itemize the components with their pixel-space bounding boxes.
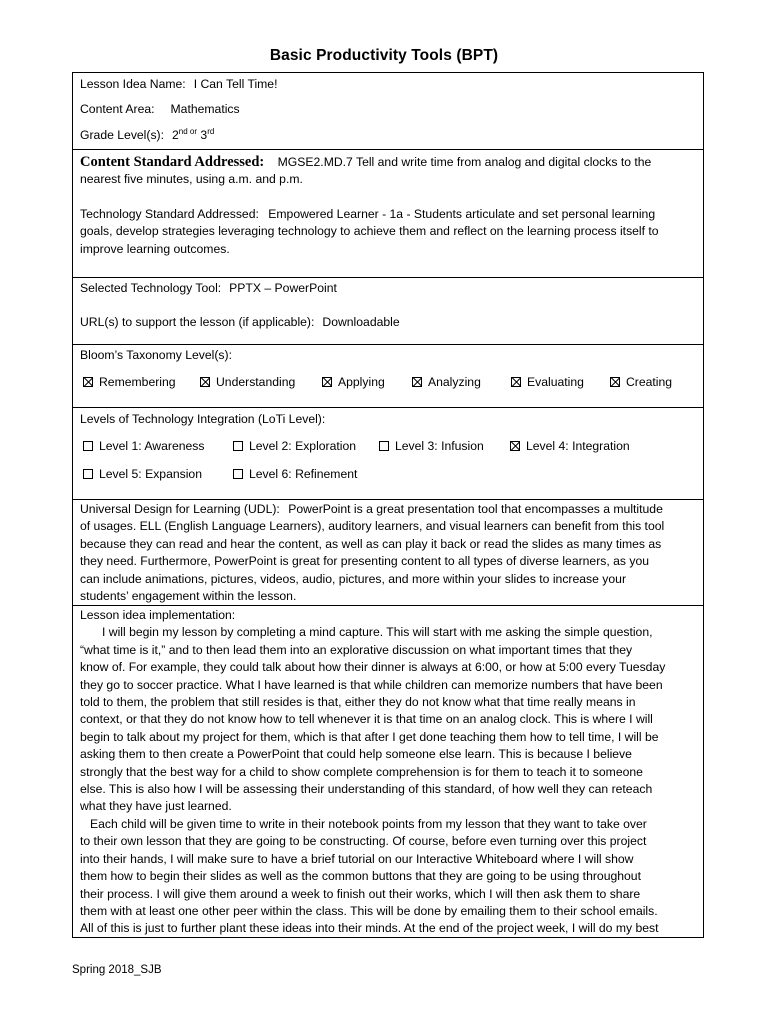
loti-option-level-3[interactable]	[379, 438, 484, 455]
grade-level-label: Grade Level(s):	[80, 127, 164, 142]
lesson-idea-value: I Can Tell Time!	[193, 77, 278, 91]
checkbox-checked-icon[interactable]	[510, 441, 520, 451]
udl-section	[73, 500, 703, 606]
lesson-plan-form	[72, 72, 704, 938]
blooms-option-understanding[interactable]	[200, 374, 295, 391]
technology-tool-section	[73, 278, 703, 345]
document-title: Basic Productivity Tools (BPT)	[269, 47, 499, 64]
blooms-option-creating[interactable]	[610, 374, 672, 391]
lesson-idea-label: Lesson Idea Name:	[80, 77, 186, 91]
implementation-text-line: told to them, the problem that still resides is that, either they do not know what that time really means in	[80, 695, 636, 710]
standards-section	[73, 150, 703, 278]
selected-tool-value: PPTX – PowerPoint	[229, 281, 337, 295]
loti-option-label: Level 3: Infusion	[395, 439, 484, 453]
implementation-paragraph-2	[80, 816, 696, 938]
implementation-text-line: All of this is just to further plant these ideas into their minds. At the end of the project week, I will do my best	[80, 921, 659, 936]
checkbox-unchecked-icon[interactable]	[83, 469, 93, 479]
lesson-url-label: URL(s) to support the lesson (if applicable):	[80, 315, 315, 330]
udl-text-line: they need. Furthermore, PowerPoint is great for presenting content to all types of diverse learners, as you	[80, 554, 650, 569]
technology-standard-block	[80, 206, 696, 258]
loti-option-level-2[interactable]	[233, 438, 356, 455]
blooms-taxonomy-section	[73, 345, 703, 408]
lesson-url-row	[80, 314, 696, 331]
lesson-idea-row	[80, 76, 696, 93]
content-standard-block	[80, 154, 696, 189]
implementation-text-line: their process. I will give them around a week to finish out their works, which I will then ask them to share	[80, 886, 641, 901]
content-area-value: Mathematics	[170, 102, 240, 117]
checkbox-checked-icon[interactable]	[412, 377, 422, 387]
implementation-paragraph-1	[80, 624, 696, 815]
selected-tool-label: Selected Technology Tool:	[80, 281, 222, 295]
checkbox-checked-icon[interactable]	[322, 377, 332, 387]
checkbox-checked-icon[interactable]	[610, 377, 620, 387]
implementation-text-line: asking them to then create a PowerPoint that could help someone else learn. This is because I believe	[80, 747, 632, 762]
blooms-taxonomy-label: Bloom’s Taxonomy Level(s):	[80, 348, 232, 362]
implementation-text-line: else. This is also how I will be assessing their understanding of this standard, of how well they can reteach	[80, 782, 653, 797]
content-standard-text-1: MGSE2.MD.7 Tell and write time from analog and digital clocks to the	[277, 155, 652, 169]
loti-level-label: Levels of Technology Integration (LoTi Level):	[80, 412, 326, 426]
selected-tool-row	[80, 280, 696, 297]
implementation-text-line: what they have just learned.	[80, 799, 232, 814]
content-standard-text-2: nearest five minutes, using a.m. and p.m.	[80, 172, 303, 187]
implementation-text-line: to their own lesson that they are going to be constructing. Of course, before even turning over this project	[80, 834, 647, 849]
checkbox-checked-icon[interactable]	[200, 377, 210, 387]
content-area-label: Content Area:	[80, 102, 155, 117]
loti-option-level-5[interactable]	[83, 466, 202, 483]
blooms-option-label: Analyzing	[428, 375, 481, 389]
lesson-basics-section	[73, 73, 703, 150]
content-area-row	[80, 101, 696, 118]
technology-standard-text-1: Empowered Learner - 1a - Students articulate and set personal learning	[268, 206, 656, 221]
udl-text-line: students’ engagement within the lesson.	[80, 589, 297, 604]
loti-option-label: Level 4: Integration	[526, 439, 630, 453]
content-standard-label: Content Standard Addressed:	[80, 154, 265, 170]
implementation-text-line: strongly that the best way for a child to show complete comprehension is for them to teach it to someone	[80, 764, 643, 779]
blooms-option-analyzing[interactable]	[412, 374, 481, 391]
loti-option-level-1[interactable]	[83, 438, 204, 455]
udl-text-line: PowerPoint is a great presentation tool that encompasses a multitude	[288, 502, 663, 516]
implementation-text-line: “what time is it,” and to then lead them into an explorative discussion on what important times that they	[80, 642, 633, 657]
technology-standard-text-2: goals, develop strategies leveraging technology to achieve them and reflect on the learning process itself to	[80, 224, 659, 239]
implementation-text-line: them how to begin their slides as well as the common buttons that they are going to be using throughout	[80, 869, 641, 884]
loti-level-section	[73, 408, 703, 500]
loti-option-label: Level 5: Expansion	[99, 467, 202, 481]
blooms-option-label: Applying	[338, 375, 385, 389]
udl-label: Universal Design for Learning (UDL):	[80, 502, 280, 516]
loti-option-level-6[interactable]	[233, 466, 357, 483]
checkbox-checked-icon[interactable]	[83, 377, 93, 387]
implementation-section	[73, 606, 703, 938]
blooms-option-remembering[interactable]	[83, 374, 176, 391]
udl-text-line: of usages. ELL (English Language Learners), auditory learners, and visual learners can benefit from this tool	[80, 519, 665, 534]
checkbox-checked-icon[interactable]	[511, 377, 521, 387]
loti-option-label: Level 6: Refinement	[249, 467, 358, 481]
checkbox-unchecked-icon[interactable]	[233, 469, 243, 479]
technology-standard-label: Technology Standard Addressed:	[80, 206, 259, 221]
checkbox-unchecked-icon[interactable]	[233, 441, 243, 451]
blooms-option-label: Remembering	[99, 375, 176, 389]
implementation-text-line: Each child will be given time to write in their notebook points from my lesson that they want to take over	[90, 816, 647, 831]
blooms-option-applying[interactable]	[322, 374, 385, 391]
grade-level-value	[172, 128, 214, 142]
grade-number-first: 2	[172, 127, 179, 142]
grade-suffix-second: rd	[207, 126, 215, 136]
loti-option-level-4[interactable]	[510, 438, 630, 455]
blooms-option-label: Creating	[626, 375, 673, 389]
implementation-text-line: context, or that they do not know how to tell whenever it is that time on an analog clock. This is where I will	[80, 712, 653, 727]
implementation-text-line: they go to soccer practice. What I have learned is that while children can memorize numbers that have been	[80, 677, 663, 692]
grade-suffix-first: nd or	[178, 126, 198, 136]
implementation-text-line: know of. For example, they could talk about how their dinner is always at 6:00, or how at 5:00 every Tuesday	[80, 660, 666, 675]
grade-level-row	[80, 127, 696, 144]
implementation-text-line: into their hands, I will make sure to have a brief tutorial on our Interactive Whiteboard where I will show	[80, 851, 634, 866]
checkbox-unchecked-icon[interactable]	[379, 441, 389, 451]
blooms-option-label: Evaluating	[527, 375, 584, 389]
grade-number-second: 3	[200, 127, 208, 142]
document-footer: Spring 2018_SJB	[72, 964, 162, 976]
checkbox-unchecked-icon[interactable]	[83, 441, 93, 451]
udl-text-line: because they can read and hear the content, as well as can play it back or read the slides as many times as	[80, 536, 662, 551]
implementation-text-line: begin to talk about my project for them, which is that after I get done teaching them how to tell time, I will be	[80, 729, 659, 744]
implementation-text-line: them with at least one other peer within the class. This will be done by emailing them to their school emails.	[80, 903, 658, 918]
blooms-option-evaluating[interactable]	[511, 374, 584, 391]
implementation-label: Lesson idea implementation:	[80, 608, 236, 622]
udl-text-line: can include animations, pictures, videos, audio, pictures, and more within your slides to increase your	[80, 571, 627, 586]
blooms-option-label: Understanding	[216, 375, 296, 389]
loti-option-label: Level 2: Exploration	[249, 439, 357, 453]
lesson-url-value: Downloadable	[322, 315, 400, 330]
technology-standard-text-3: improve learning outcomes.	[80, 241, 230, 256]
loti-option-label: Level 1: Awareness	[99, 439, 205, 453]
implementation-text-line: I will begin my lesson by completing a mind capture. This will start with me asking the simple question,	[102, 625, 653, 640]
